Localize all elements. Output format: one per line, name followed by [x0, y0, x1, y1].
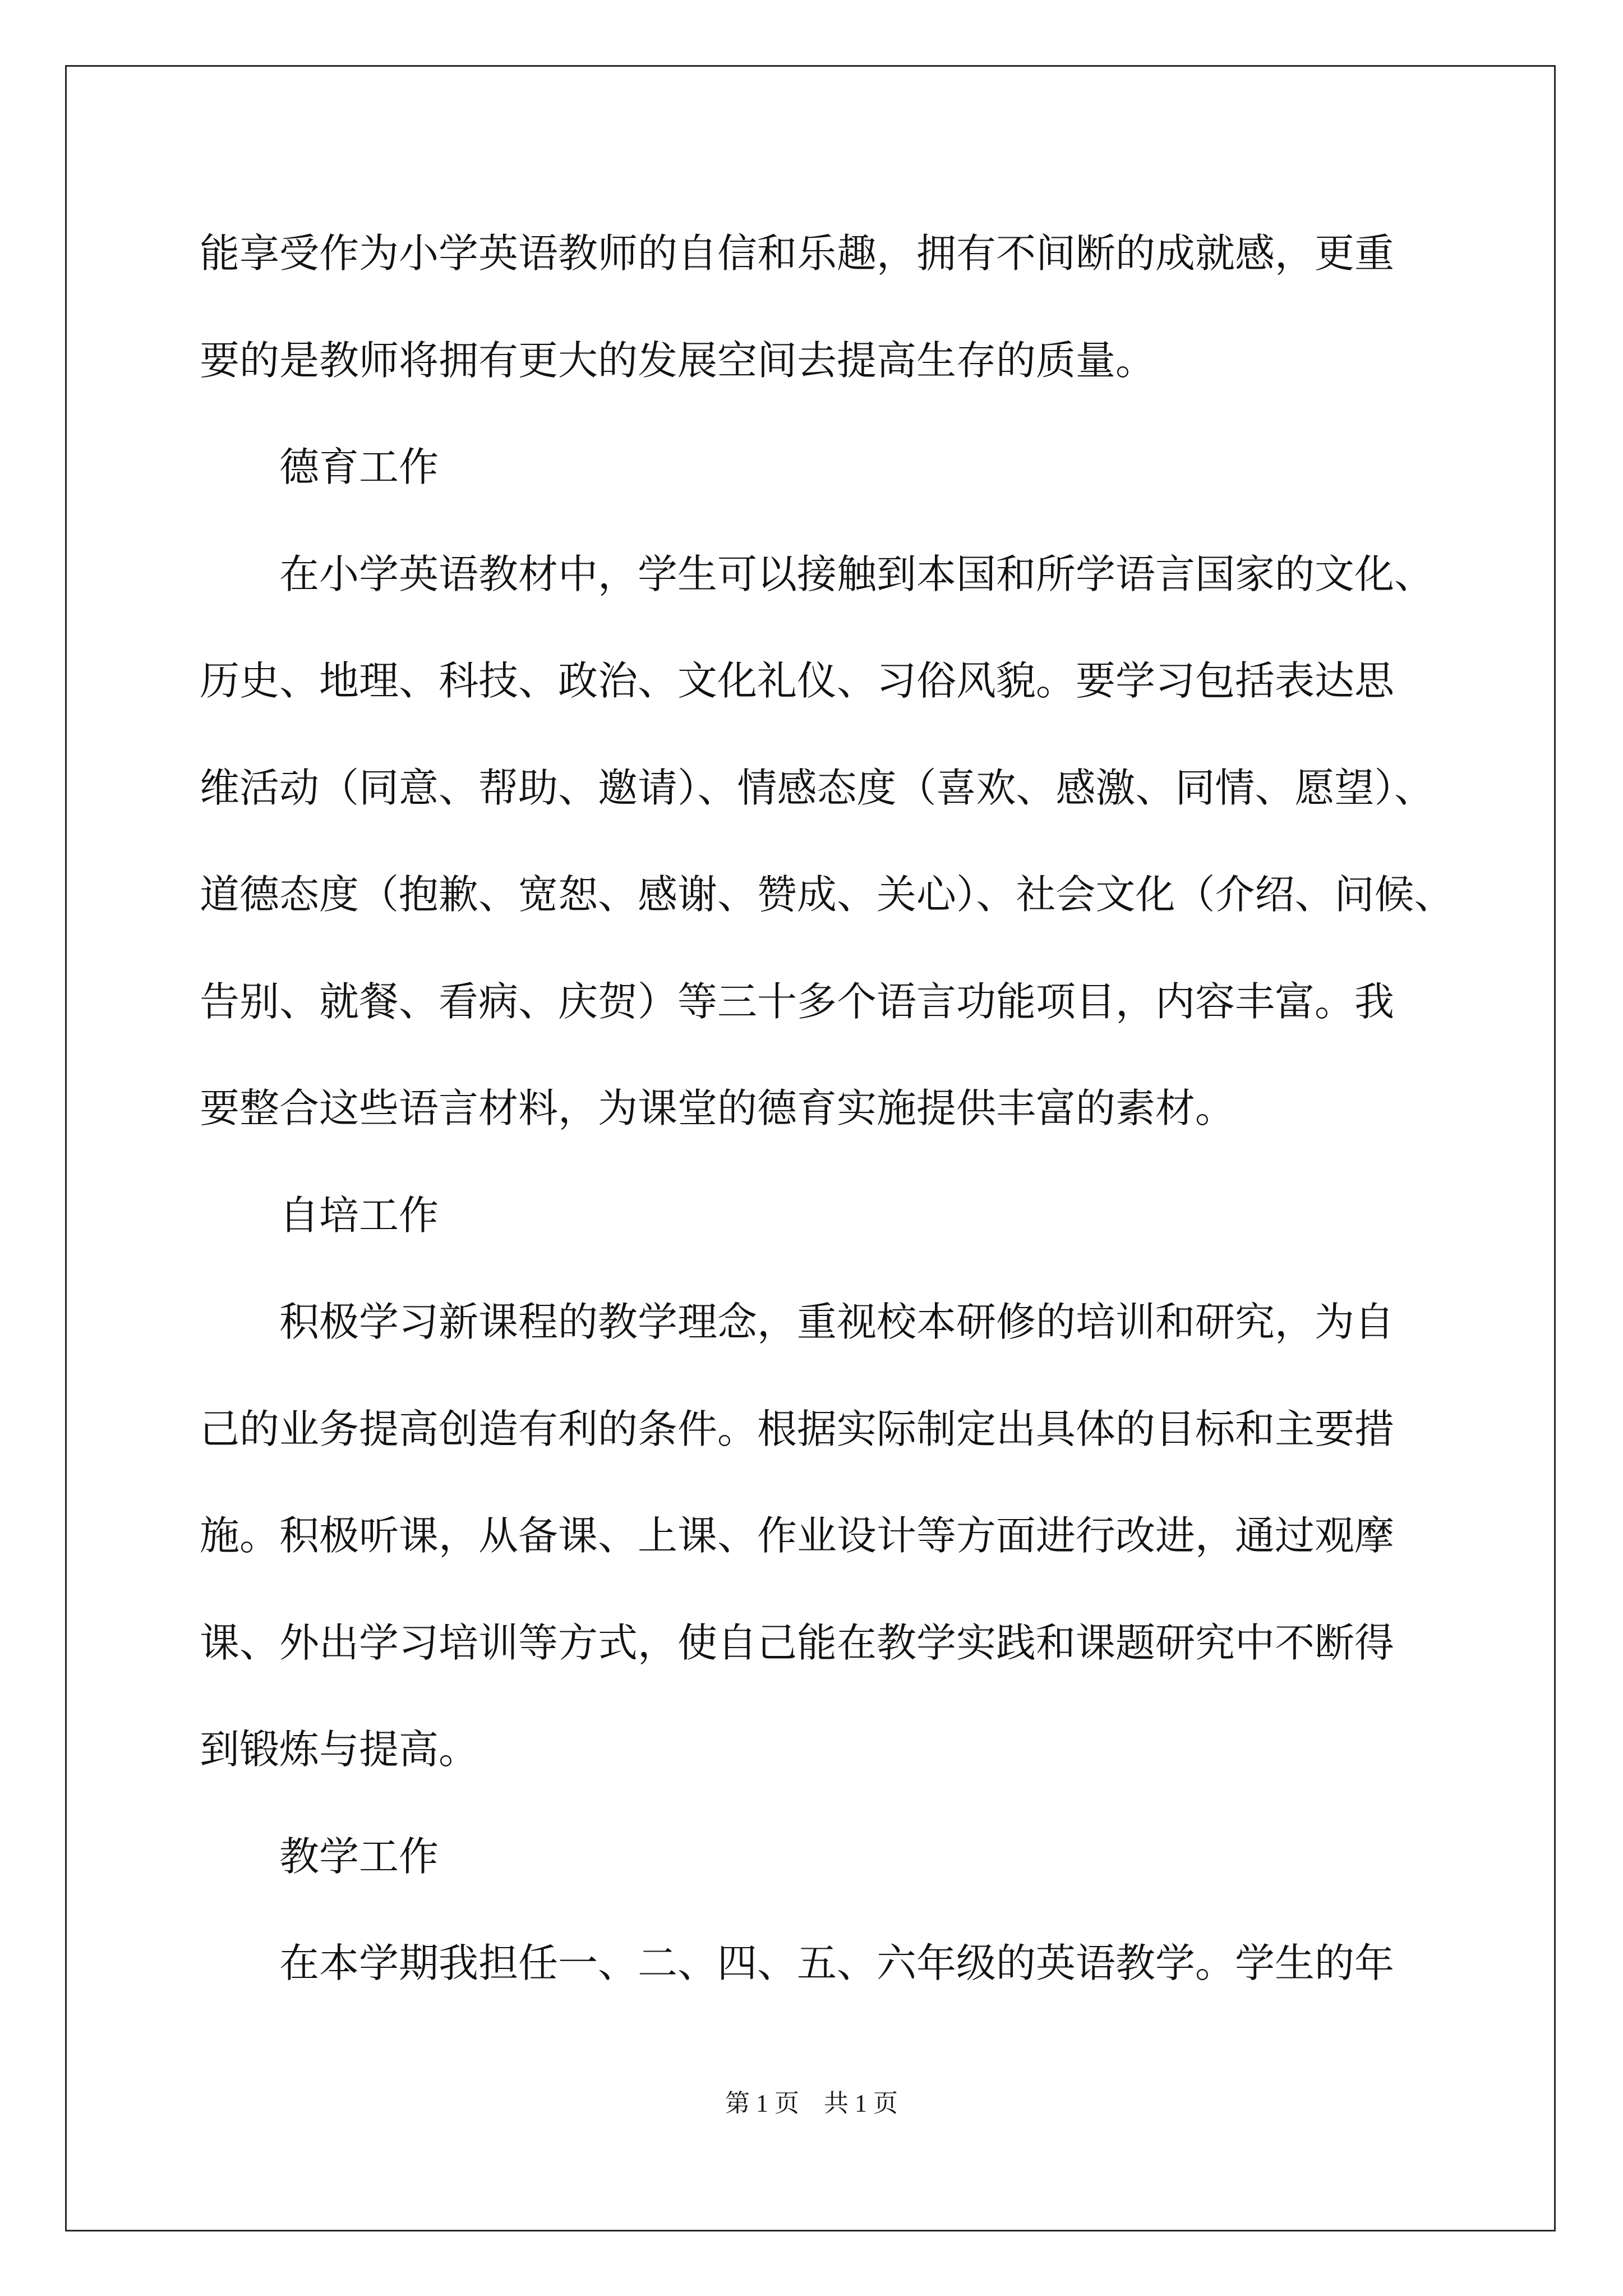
body-line: 要的是教师将拥有更大的发展空间去提高生存的质量。	[200, 337, 1156, 384]
body-line: 积极学习新课程的教学理念，重视校本研修的培训和研究，为自	[279, 1299, 1395, 1345]
page-number-total: 共 1 页	[824, 2090, 898, 2117]
body-line: 能享受作为小学英语教师的自信和乐趣，拥有不间断的成就感，更重	[200, 230, 1395, 277]
body-line: 维活动（同意、帮助、邀请）、情感态度（喜欢、感激、同情、愿望）、	[200, 764, 1435, 811]
page-footer	[0, 2087, 1623, 2120]
document-body	[200, 220, 1454, 2037]
body-line: 告别、就餐、看病、庆贺）等三十多个语言功能项目，内容丰富。我	[200, 978, 1395, 1025]
page-number-current: 第 1 页	[725, 2090, 799, 2117]
body-line: 历史、地理、科技、政治、文化礼仪、习俗风貌。要学习包括表达思	[200, 657, 1395, 704]
body-line: 在小学英语教材中，学生可以接触到本国和所学语言国家的文化、	[279, 550, 1435, 597]
section-heading-teaching: 教学工作	[279, 1833, 439, 1880]
body-line: 到锻炼与提高。	[200, 1726, 479, 1773]
body-line: 道德态度（抱歉、宽恕、感谢、赞成、关心）、社会文化（介绍、问候、	[200, 871, 1454, 918]
section-heading-self-training: 自培工作	[279, 1191, 439, 1239]
body-line: 要整合这些语言材料，为课堂的德育实施提供丰富的素材。	[200, 1085, 1235, 1131]
body-line: 课、外出学习培训等方式，使自己能在教学实践和课题研究中不断得	[200, 1619, 1395, 1666]
section-heading-moral-education: 德育工作	[279, 444, 439, 490]
body-line: 在本学期我担任一、二、四、五、六年级的英语教学。学生的年	[279, 1940, 1395, 1986]
body-line: 己的业务提高创造有利的条件。根据实际制定出具体的目标和主要措	[200, 1405, 1395, 1452]
body-line: 施。积极听课，从备课、上课、作业设计等方面进行改进，通过观摩	[200, 1512, 1395, 1559]
